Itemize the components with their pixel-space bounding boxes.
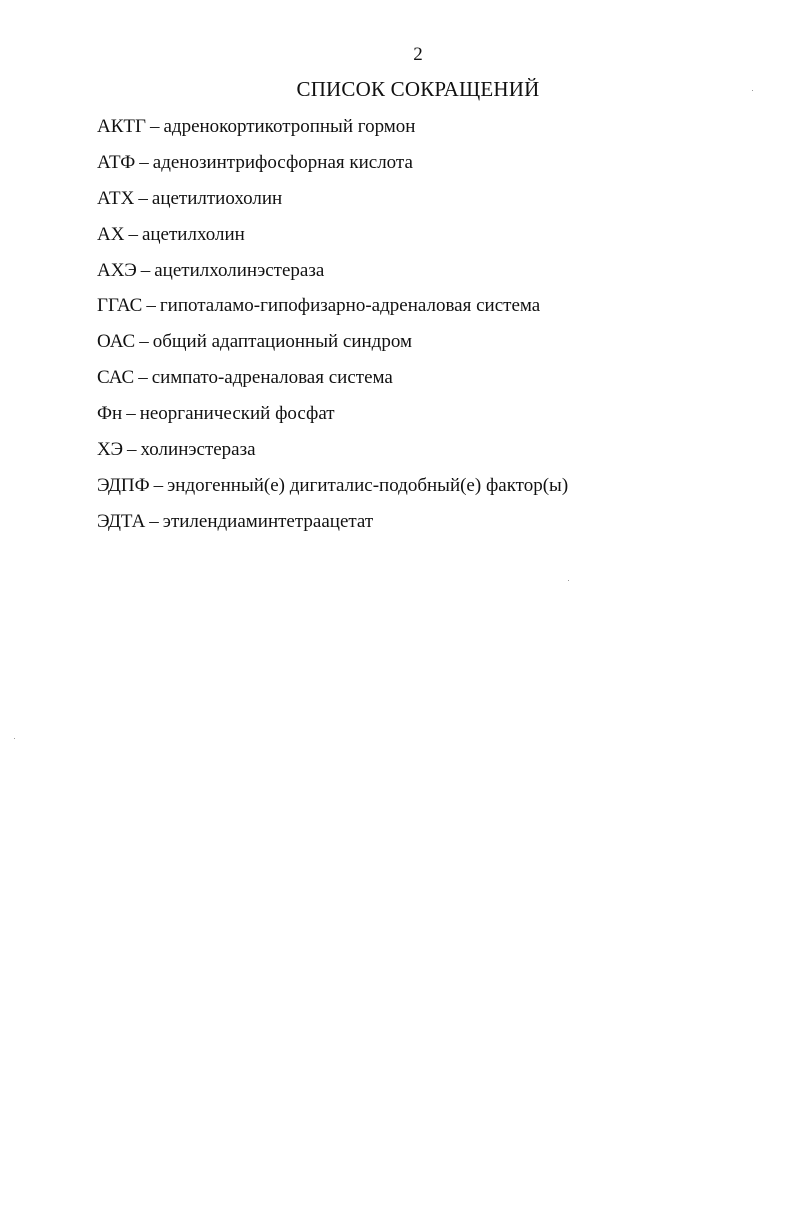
abbreviation-definition: ацетилхолинэстераза <box>154 259 325 281</box>
abbreviation-separator: – <box>149 116 160 137</box>
abbreviation-term: АТХ <box>97 187 135 209</box>
abbreviation-term: ЭДТА <box>97 510 146 532</box>
abbreviation-separator: – <box>128 223 138 245</box>
abbreviation-separator: – <box>138 187 148 209</box>
abbreviation-definition: адренокортикотропный гормон <box>163 116 416 137</box>
abbreviation-entry <box>97 364 568 400</box>
abbreviation-definition: неорганический фосфат <box>139 403 335 425</box>
abbreviation-definition: холинэстераза <box>140 439 256 461</box>
abbreviation-entry <box>97 113 568 149</box>
abbreviation-term: АТФ <box>97 151 136 173</box>
abbreviation-entry <box>97 185 568 221</box>
abbreviation-entry <box>97 257 568 293</box>
abbreviation-term: АКТГ <box>97 116 146 137</box>
abbreviation-entry <box>97 400 568 436</box>
abbreviation-definition: ацетилхолин <box>141 223 245 245</box>
abbreviation-separator: – <box>139 331 149 353</box>
abbreviation-term: Фн <box>97 403 123 425</box>
scan-speck <box>752 90 753 91</box>
abbreviation-term: АХ <box>97 223 125 245</box>
abbreviation-separator: – <box>139 151 149 173</box>
abbreviation-definition: общий адаптационный синдром <box>152 331 412 353</box>
abbreviation-separator: – <box>127 439 137 461</box>
abbreviation-separator: – <box>138 367 148 389</box>
scan-speck <box>568 580 569 581</box>
abbreviation-separator: – <box>146 295 156 317</box>
abbreviation-entry <box>97 508 568 544</box>
abbreviation-entry <box>97 292 568 328</box>
abbreviation-separator: – <box>153 474 164 496</box>
abbreviation-term: ЭДПФ <box>97 474 150 496</box>
scan-speck <box>14 738 15 739</box>
abbreviation-entry <box>97 472 568 508</box>
abbreviation-definition: гипоталамо-гипофизарно-адреналовая система <box>159 295 541 317</box>
abbreviation-term: АХЭ <box>97 259 137 281</box>
page-number: 2 <box>413 44 423 65</box>
abbreviation-entry <box>97 221 568 257</box>
abbreviation-separator: – <box>140 259 151 281</box>
abbreviation-list <box>97 113 568 544</box>
abbreviation-definition: симпато-адреналовая система <box>151 367 393 389</box>
abbreviation-separator: – <box>126 403 136 425</box>
abbreviation-entry <box>97 149 568 185</box>
page-title: СПИСОК СОКРАЩЕНИЙ <box>296 77 540 101</box>
abbreviation-term: ХЭ <box>97 439 124 461</box>
abbreviation-entry <box>97 328 568 364</box>
abbreviation-definition: ацетилтиохолин <box>151 187 283 209</box>
abbreviation-separator: – <box>149 510 159 532</box>
abbreviation-term: ОАС <box>97 331 136 353</box>
abbreviation-term: САС <box>97 367 135 389</box>
abbreviation-definition: аденозинтрифосфорная кислота <box>152 151 413 173</box>
abbreviation-definition: эндогенный(е) дигиталис-подобный(е) фактор(ы) <box>167 474 569 496</box>
abbreviation-term: ГГАС <box>97 295 143 317</box>
abbreviation-entry <box>97 436 568 472</box>
abbreviation-definition: этилендиаминтетраацетат <box>162 510 374 532</box>
